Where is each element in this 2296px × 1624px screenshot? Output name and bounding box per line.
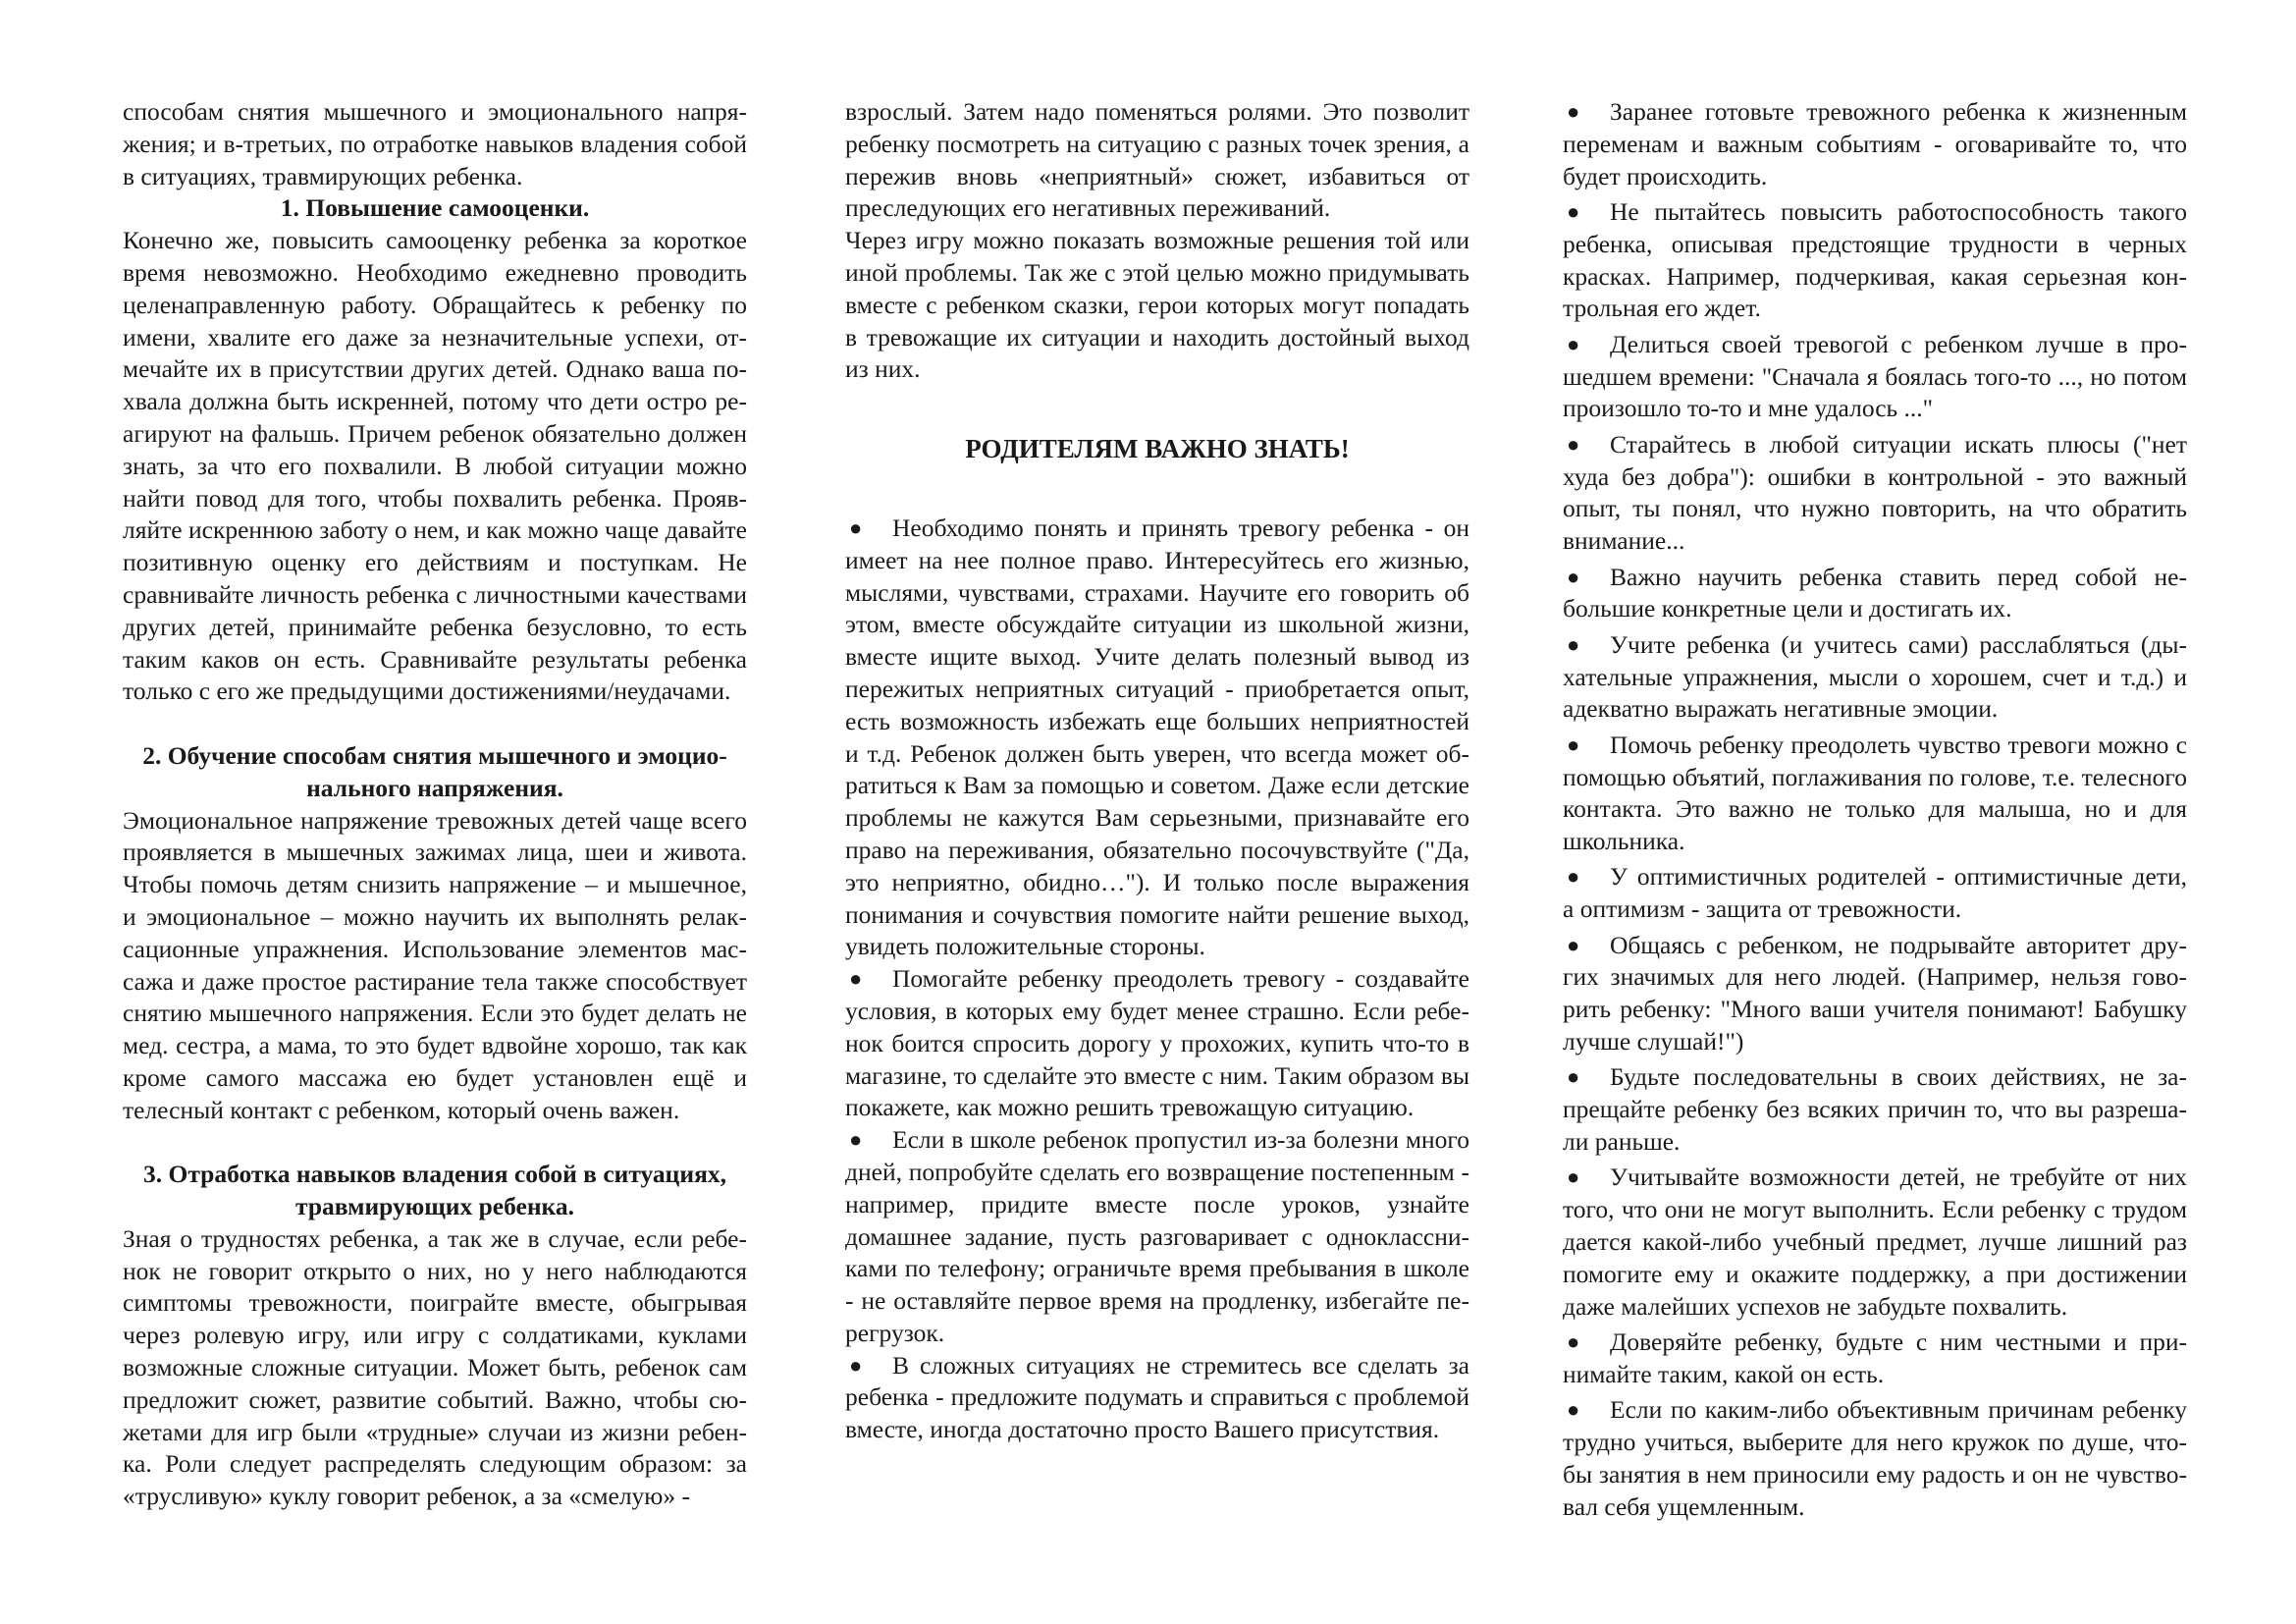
spacer: [845, 386, 1469, 433]
right-column: [1563, 96, 2187, 1527]
bullet-icon: ●: [1567, 564, 1580, 589]
bullet-item: [1563, 1162, 2187, 1323]
bullet-text: Не пытайтесь повысить работоспособность такого ребенка, описывая предстоящие трудности в черных красках. Например, подчеркивая, какая серьезная контрольная его ждет.: [1563, 196, 2187, 323]
bullet-item: [1563, 1394, 2187, 1523]
tips-bullet-list: [1563, 96, 2187, 1523]
bullet-item: [1563, 730, 2187, 858]
bullet-text: Если по каким-либо объективным причинам ребенку трудно учиться, выберите для него кружок по душе, чтобы занятия в нем приносили ему радость и он не чувствовал себя ущемленным.: [1563, 1395, 2187, 1521]
intro-paragraph: способам снятия мышечного и эмоционального напряжения; и в-третьих, по отработке навыков владения собой в ситуациях, травмирующих ребенка.: [123, 97, 747, 190]
bullet-item: [1563, 196, 2187, 325]
bullet-item: [1563, 1326, 2187, 1391]
section-1-heading: 1. Повышение самооценки.: [280, 193, 590, 223]
bullet-icon: ●: [1567, 731, 1580, 757]
bullet-icon: ●: [1567, 1397, 1580, 1423]
bullet-item: [845, 513, 1469, 963]
bullet-icon: ●: [1567, 1329, 1580, 1355]
bullet-icon: ●: [849, 514, 863, 540]
bullet-text: Помогайте ребенку преодолеть тревогу - создавайте условия, в которых ему будет менее страшно. Если ребенок боится спросить дорогу у прохожих, купить что-то в магазине, то сделайте это вместе с ним. Таким образом вы покажете, как можно решить тревожащую ситуацию.: [845, 964, 1469, 1122]
continuation-paragraph: взрослый. Затем надо поменяться ролями. Это позволит ребенку посмотреть на ситуацию с разных точек зрения, а пережив вновь «неприятный» сюжет, избавиться от преследующих его негативных переживаний.: [845, 97, 1469, 223]
bullet-item: [1563, 1061, 2187, 1158]
bullet-item: [1563, 96, 2187, 192]
bullet-text: Заранее готовьте тревожного ребенка к жизненным переменам и важным событиям - оговаривайте то, что будет происходить.: [1563, 97, 2187, 190]
bullet-item: [1563, 329, 2187, 425]
bullet-icon: ●: [1567, 1164, 1580, 1190]
bullet-text: У оптимистичных родителей - оптимистичные дети, а оптимизм - защита от тревожности.: [1563, 862, 2187, 924]
bullet-icon: ●: [1567, 198, 1580, 224]
bullet-icon: ●: [1567, 932, 1580, 957]
bullet-item: [1563, 629, 2187, 726]
bullet-text: Помочь ребенку преодолеть чувство тревоги можно с помощью объятий, поглаживания по голове, т.е. телесного контакта. Это важно не только для малыша, но и для школьника.: [1563, 730, 2187, 856]
bullet-text: Необходимо понять и принять тревогу ребенка - он имеет на нее полное право. Интересуйтесь его жизнью, мыслями, чувствами, страхами. Научите его говорить об этом, вместе обсуждайте ситуации из школьной жизни, вместе ищите выход. Учите делать полезный вывод из пережитых неприятных ситуаций - приобретается опыт, есть возможность избежать еще больших неприятностей и т.д. Ребенок должен быть уверен, что всегда может обратиться к Вам за помощью и советом. Даже если детские проблемы не кажутся Вам серьезными, признавайте его право на переживания, обязательно посочувствуйте ("Да, это неприятно, обидно…"). И только после выражения понимания и сочувствия помогите найти решение выход, увидеть положительные стороны.: [845, 513, 1469, 961]
section-2-text: Эмоциональное напряжение тревожных детей чаще всего проявляется в мышечных зажимах лица, шеи и живота. Чтобы помочь детям снизить напряжение – и мышечное, и эмоциональное – можно научить их выполнять релаксационные упражнения. Использование элементов массажа и даже простое растирание тела также способствует снятию мышечного напряжения. Если это будет делать не мед. сестра, а мама, то это будет вдвойне хорошо, так как кроме самого массажа ею будет установлен ещё и телесный контакт с ребенком, который очень важен.: [123, 805, 747, 1124]
bullet-icon: ●: [849, 1127, 863, 1153]
spacer: [845, 465, 1469, 513]
bullet-item: [1563, 861, 2187, 926]
section-3-heading: 3. Отработка навыков владения собой в ситуациях, травмирующих ребенка.: [142, 1160, 726, 1221]
bullet-item: [1563, 429, 2187, 558]
middle-column: [845, 96, 1469, 1446]
bullet-icon: ●: [1567, 99, 1580, 124]
left-column: [123, 96, 747, 1513]
section-2-heading: 2. Обучение способам снятия мышечного и эмоционального напряжения.: [142, 740, 727, 802]
bullet-icon: ●: [1567, 631, 1580, 657]
play-paragraph: Через игру можно показать возможные решения той или иной проблемы. Так же с этой целью можно придумывать вместе с ребенком сказки, герои которых могут попадать в тревожащие их ситуации и находить достойный выход из них.: [845, 226, 1469, 384]
bullet-text: Делиться своей тревогой с ребенком лучше в прошедшем времени: "Сначала я боялась того-то ..., но потом произошло то-то и мне удалось ...": [1563, 329, 2187, 423]
bullet-text: Если в школе ребенок пропустил из-за болезни много дней, попробуйте сделать его возвращение постепенным - например, придите вместе после уроков, узнайте домашнее задание, пусть разговаривает с одноклассниками по телефону; ограничьте время пребывания в школе - не оставляйте первое время на продленку, избегайте перегрузок.: [845, 1125, 1469, 1347]
parents-bullet-list: [845, 513, 1469, 1446]
bullet-text: Важно научить ребенка ставить перед собой небольшие конкретные цели и достигать их.: [1563, 562, 2187, 623]
spacer: [123, 708, 747, 740]
bullet-icon: ●: [1567, 331, 1580, 356]
bullet-icon: ●: [849, 966, 863, 992]
bullet-item: [1563, 930, 2187, 1058]
parents-heading: РОДИТЕЛЯМ ВАЖНО ЗНАТЬ!: [965, 434, 1350, 464]
bullet-item: [845, 1124, 1469, 1350]
bullet-item: [845, 1350, 1469, 1446]
section-3-text: Зная о трудностях ребенка, а так же в случае, если ребенок не говорит открыто о них, но у него наблюдаются симптомы тревожности, поиграйте вместе, обыгрывая через ролевую игру, или игру с солдатиками, куклами возможные сложные ситуации. Может быть, ребенок сам предложит сюжет, развитие событий. Важно, чтобы сюжетами для игр были «трудные» случаи из жизни ребенка. Роли следует распределять следующим образом: за «трусливую» куклу говорит ребенок, а за «смелую» -: [123, 1223, 747, 1511]
bullet-text: Будьте последовательны в своих действиях, не запрещайте ребенку без всяких причин то, что вы разрешали раньше.: [1563, 1062, 2187, 1157]
bullet-text: Учите ребенка (и учитесь сами) расслабляться (дыхательные упражнения, мысли о хорошем, счет и т.д.) и адекватно выражать негативные эмоции.: [1563, 629, 2187, 724]
bullet-icon: ●: [849, 1352, 863, 1378]
bullet-text: В сложных ситуациях не стремитесь все сделать за ребенка - предложите подумать и справиться с проблемой вместе, иногда достаточно просто Вашего присутствия.: [845, 1350, 1469, 1444]
bullet-text: Старайтесь в любой ситуации искать плюсы ("нет худа без добра"): ошибки в контрольной - это важный опыт, ты понял, что нужно повторить, на что обратить внимание...: [1563, 429, 2187, 556]
bullet-icon: ●: [1567, 431, 1580, 457]
bullet-icon: ●: [1567, 1064, 1580, 1090]
spacer: [123, 1127, 747, 1160]
section-1-text: Конечно же, повысить самооценку ребенка за короткое время невозможно. Необходимо ежедневно проводить целенаправленную работу. Обращайтесь к ребенку по имени, хвалите его даже за незначительные успехи, отмечайте их в присутствии других детей. Однако ваша похвала должна быть искренней, потому что дети остро реагируют на фальшь. Причем ребенок обязательно должен знать, за что его похвалили. В любой ситуации можно найти повод для того, чтобы похвалить ребенка. Проявляйте искреннюю заботу о нем, и как можно чаще давайте позитивную оценку его действиям и поступкам. Не сравнивайте личность ребенка с личностными качествами других детей, принимайте ребенка безусловно, то есть таким каков он есть. Сравнивайте результаты ребенка только с его же предыдущими достижениями/неудачами.: [123, 226, 747, 706]
bullet-item: [1563, 562, 2187, 626]
bullet-item: [845, 963, 1469, 1124]
bullet-text: Доверяйте ребенку, будьте с ним честными и принимайте таким, какой он есть.: [1563, 1327, 2187, 1388]
bullet-text: Учитывайте возможности детей, не требуйте от них того, что они не могут выполнить. Если ребенку с трудом дается какой-либо учебный предмет, лучше лишний раз помогите ему и окажите поддержку, а при достижении даже малейших успехов не забудьте похвалить.: [1563, 1163, 2187, 1321]
bullet-text: Общаясь с ребенком, не подрывайте авторитет других значимых для него людей. (Например, нельзя говорить ребенку: "Много ваши учителя понимают! Бабушку лучше слушай!"): [1563, 930, 2187, 1056]
bullet-icon: ●: [1567, 864, 1580, 890]
